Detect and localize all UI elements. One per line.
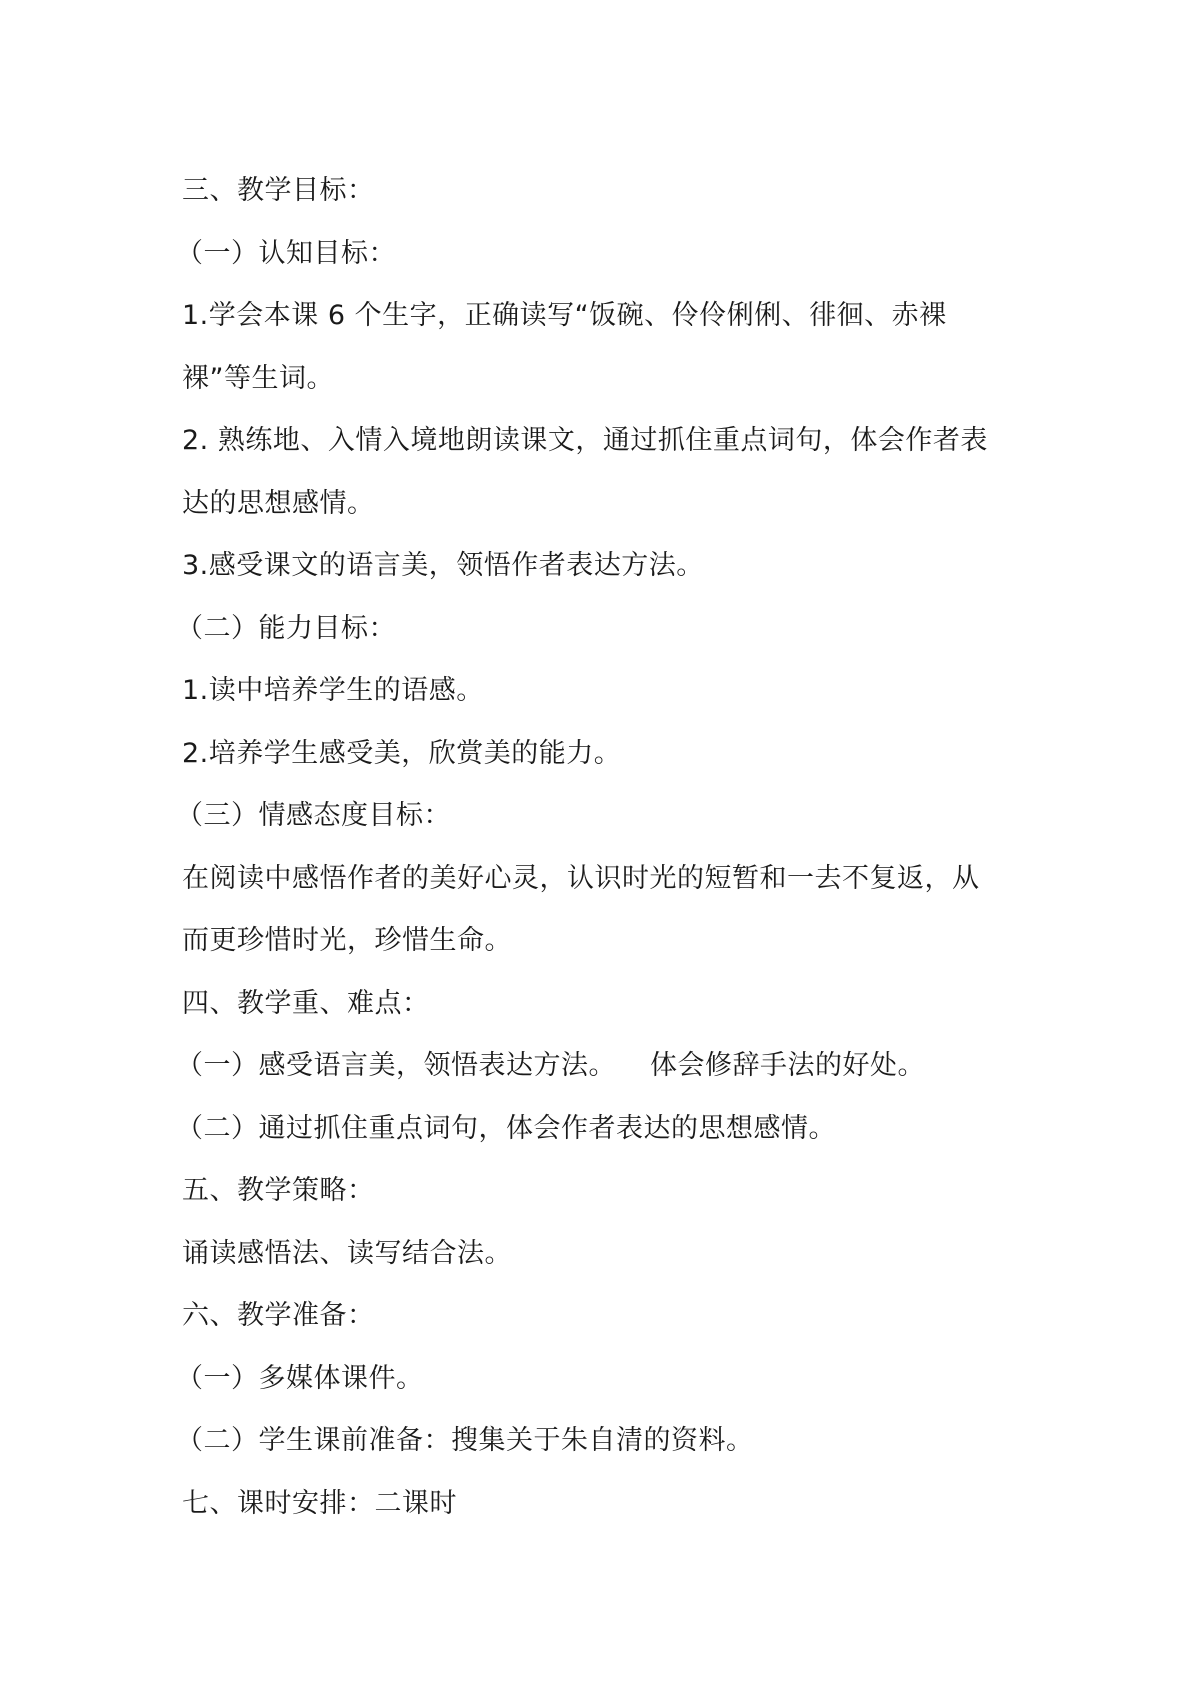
subheading-cognitive-objectives: （一）认知目标： xyxy=(176,237,396,269)
line-segment: 体会修辞手法的好处。 xyxy=(650,1050,925,1081)
line-segment: （一）感受语言美，领悟表达方法。 xyxy=(176,1050,616,1081)
section-heading-teaching-strategy: 五、教学策略： xyxy=(182,1175,375,1206)
section-heading-teaching-objectives: 三、教学目标： xyxy=(182,175,375,206)
paragraph-line: 1.读中培养学生的语感。 xyxy=(182,675,484,706)
document-body xyxy=(176,160,1022,1535)
paragraph-line: 2.培养学生感受美，欣赏美的能力。 xyxy=(182,737,622,769)
paragraph-line xyxy=(176,1035,1022,1098)
paragraph-line: 而更珍惜时光，珍惜生命。 xyxy=(182,925,512,956)
section-heading-key-difficult-points: 四、教学重、难点： xyxy=(182,987,430,1019)
paragraph-line: 在阅读中感悟作者的美好心灵，认识时光的短暂和一去不复返，从 xyxy=(182,862,980,894)
paragraph-line: 诵读感悟法、读写结合法。 xyxy=(182,1237,512,1269)
paragraph-line: （一）多媒体课件。 xyxy=(176,1362,424,1394)
subheading-ability-objectives: （二）能力目标： xyxy=(176,612,396,644)
paragraph-line: （二）学生课前准备：搜集关于朱自清的资料。 xyxy=(176,1425,754,1456)
paragraph-line: 裸”等生词。 xyxy=(182,362,334,394)
paragraph-line: 达的思想感情。 xyxy=(182,487,375,519)
subheading-emotional-objectives: （三）情感态度目标： xyxy=(176,800,451,831)
paragraph-line: 1.学会本课 6 个生字，正确读写“饭碗、伶伶俐俐、徘徊、赤裸 xyxy=(182,300,947,331)
section-heading-teaching-preparation: 六、教学准备： xyxy=(182,1300,375,1331)
paragraph-line: （二）通过抓住重点词句，体会作者表达的思想感情。 xyxy=(176,1112,836,1144)
section-heading-class-schedule: 七、课时安排：二课时 xyxy=(182,1487,457,1519)
paragraph-line: 3.感受课文的语言美，领悟作者表达方法。 xyxy=(182,550,704,581)
paragraph-line: 2. 熟练地、入情入境地朗读课文，通过抓住重点词句，体会作者表 xyxy=(182,425,988,456)
